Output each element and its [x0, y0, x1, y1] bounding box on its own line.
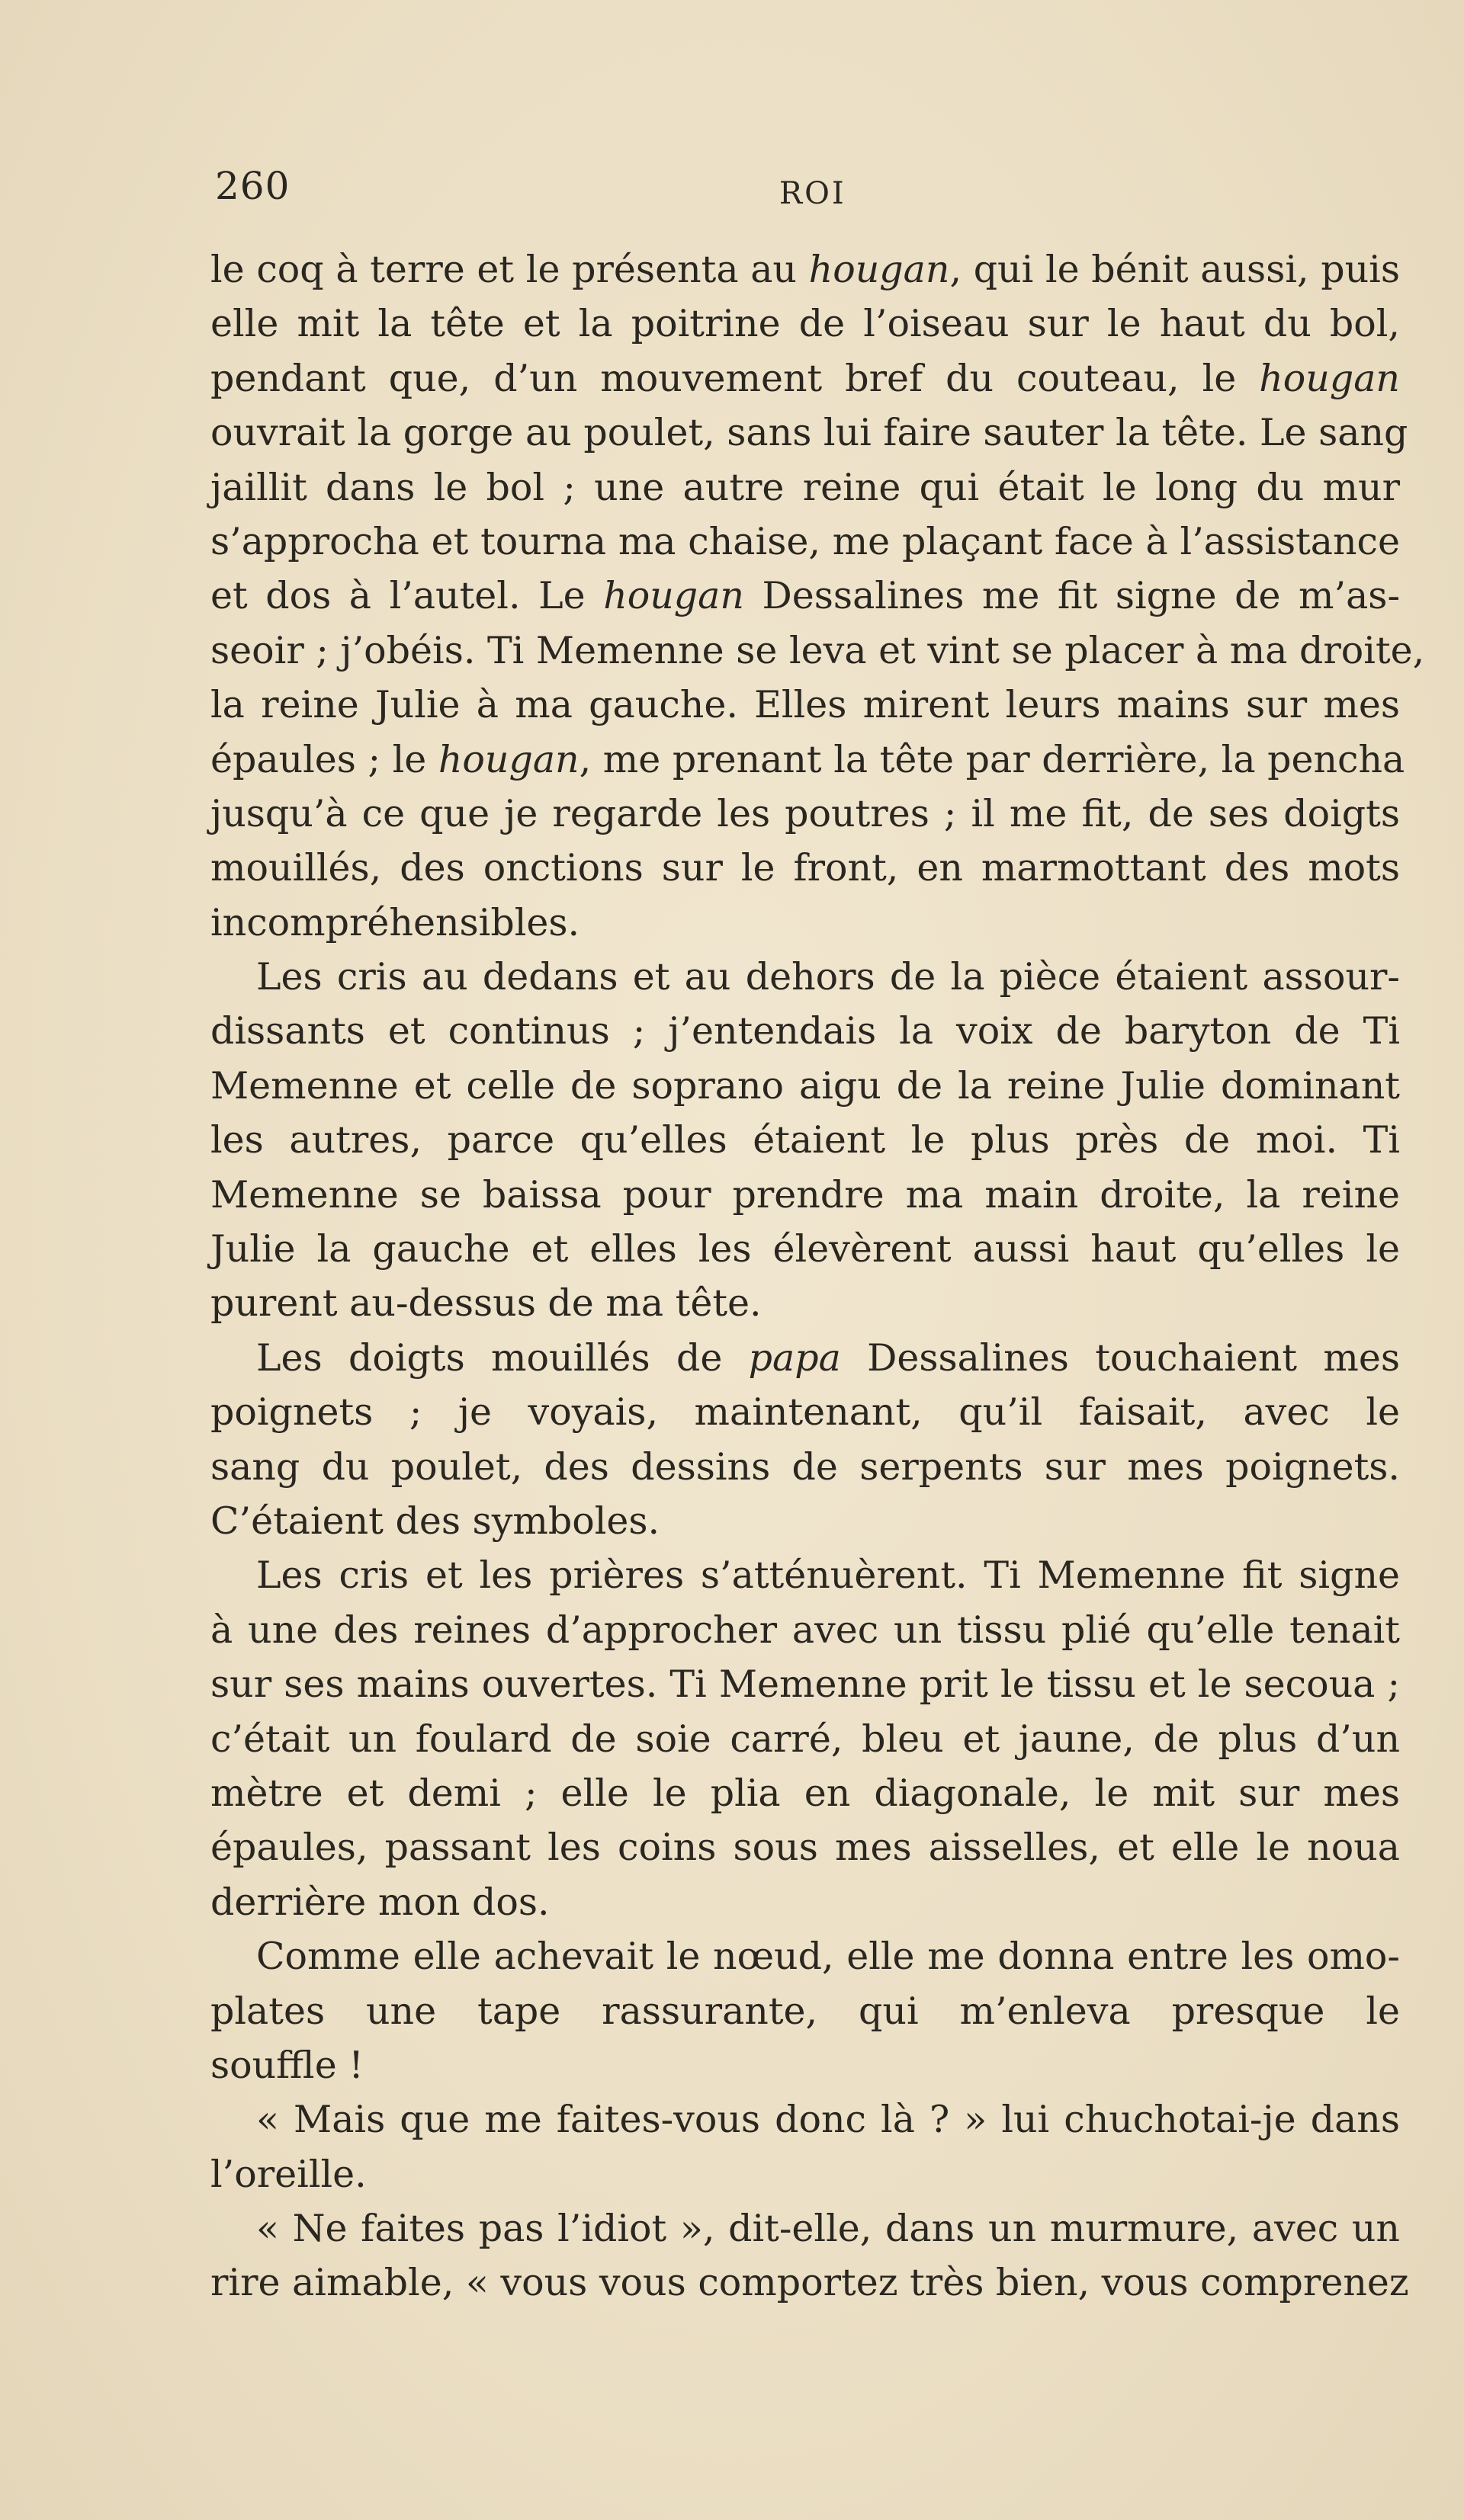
body-text	[210, 242, 1425, 2310]
text-line: « Ne faites pas l’idiot », dit-elle, dans un murmure, avec un	[256, 2207, 1400, 2251]
text-line: incompréhensibles.	[210, 900, 580, 944]
text-line: purent au-dessus de ma tête.	[210, 1281, 762, 1326]
text-line: « Mais que me faites-vous donc là ? » lui chuchotai-je dans	[256, 2098, 1400, 2142]
text-line: épaules, passant les coins sous mes aisselles, et elle le noua	[210, 1826, 1400, 1870]
text-line: jaillit dans le bol ; une autre reine qui était le long du mur	[210, 465, 1400, 509]
text-line: C’étaient des symboles.	[210, 1499, 660, 1543]
text-line: souffle !	[210, 2043, 364, 2087]
text-line: plates une tape rassurante, qui m’enleva presque le	[210, 1989, 1400, 2033]
text-line: elle mit la tête et la poitrine de l’oiseau sur le haut du bol,	[210, 302, 1400, 346]
text-line: Memenne se baissa pour prendre ma main droite, la reine	[210, 1172, 1400, 1217]
text-line: rire aimable, « vous vous comportez très bien, vous comprenez	[210, 2261, 1409, 2305]
text-line: épaules ; le hougan, me prenant la tête par derrière, la pencha	[210, 737, 1405, 781]
text-line: la reine Julie à ma gauche. Elles mirent leurs mains sur mes	[210, 683, 1400, 727]
text-line: Les cris et les prières s’atténuèrent. Ti Memenne fit signe	[256, 1553, 1400, 1598]
text-line: Les doigts mouillés de papa Dessalines touchaient mes	[256, 1335, 1400, 1380]
text-line: derrière mon dos.	[210, 1880, 550, 1924]
text-line: et dos à l’autel. Le hougan Dessalines me fit signe de m’as-	[210, 574, 1401, 618]
text-line: poignets ; je voyais, maintenant, qu’il faisait, avec le	[210, 1390, 1400, 1435]
text-line: à une des reines d’approcher avec un tissu plié qu’elle tenait	[210, 1608, 1400, 1652]
text-line: sur ses mains ouvertes. Ti Memenne prit le tissu et le secoua ;	[210, 1662, 1400, 1707]
text-line: mouillés, des onctions sur le front, en marmottant des mots	[210, 846, 1400, 890]
text-line: les autres, parce qu’elles étaient le plus près de moi. Ti	[210, 1118, 1400, 1162]
text-line: mètre et demi ; elle le plia en diagonale, le mit sur mes	[210, 1771, 1400, 1815]
text-line: s’approcha et tourna ma chaise, me plaçant face à l’assistance	[210, 519, 1400, 563]
text-line: dissants et continus ; j’entendais la voix de baryton de Ti	[210, 1009, 1400, 1053]
text-line: Les cris au dedans et au dehors de la pièce étaient assour-	[256, 955, 1400, 999]
text-line: sang du poulet, des dessins de serpents sur mes poignets.	[210, 1444, 1400, 1489]
text-line: l’oreille.	[210, 2152, 367, 2196]
text-line: le coq à terre et le présenta au hougan, qui le bénit aussi, puis	[210, 248, 1400, 291]
running-head: ROI	[779, 176, 846, 211]
text-line: c’était un foulard de soie carré, bleu et jaune, de plus d’un	[210, 1717, 1400, 1761]
text-line: ouvrait la gorge au poulet, sans lui faire sauter la tête. Le sang	[210, 411, 1408, 455]
page-number: 260	[215, 164, 291, 208]
page-header	[215, 163, 1405, 216]
text-line: seoir ; j’obéis. Ti Memenne se leva et vint se placer à ma droite,	[210, 628, 1425, 672]
text-line: Memenne et celle de soprano aigu de la reine Julie dominant	[210, 1063, 1400, 1108]
text-line: Comme elle achevait le nœud, elle me donna entre les omo-	[256, 1935, 1400, 1979]
text-line: jusqu’à ce que je regarde les poutres ; il me fit, de ses doigts	[210, 791, 1400, 835]
text-line: Julie la gauche et elles les élevèrent aussi haut qu’elles le	[210, 1227, 1400, 1271]
text-line: pendant que, d’un mouvement bref du couteau, le hougan	[210, 356, 1400, 400]
